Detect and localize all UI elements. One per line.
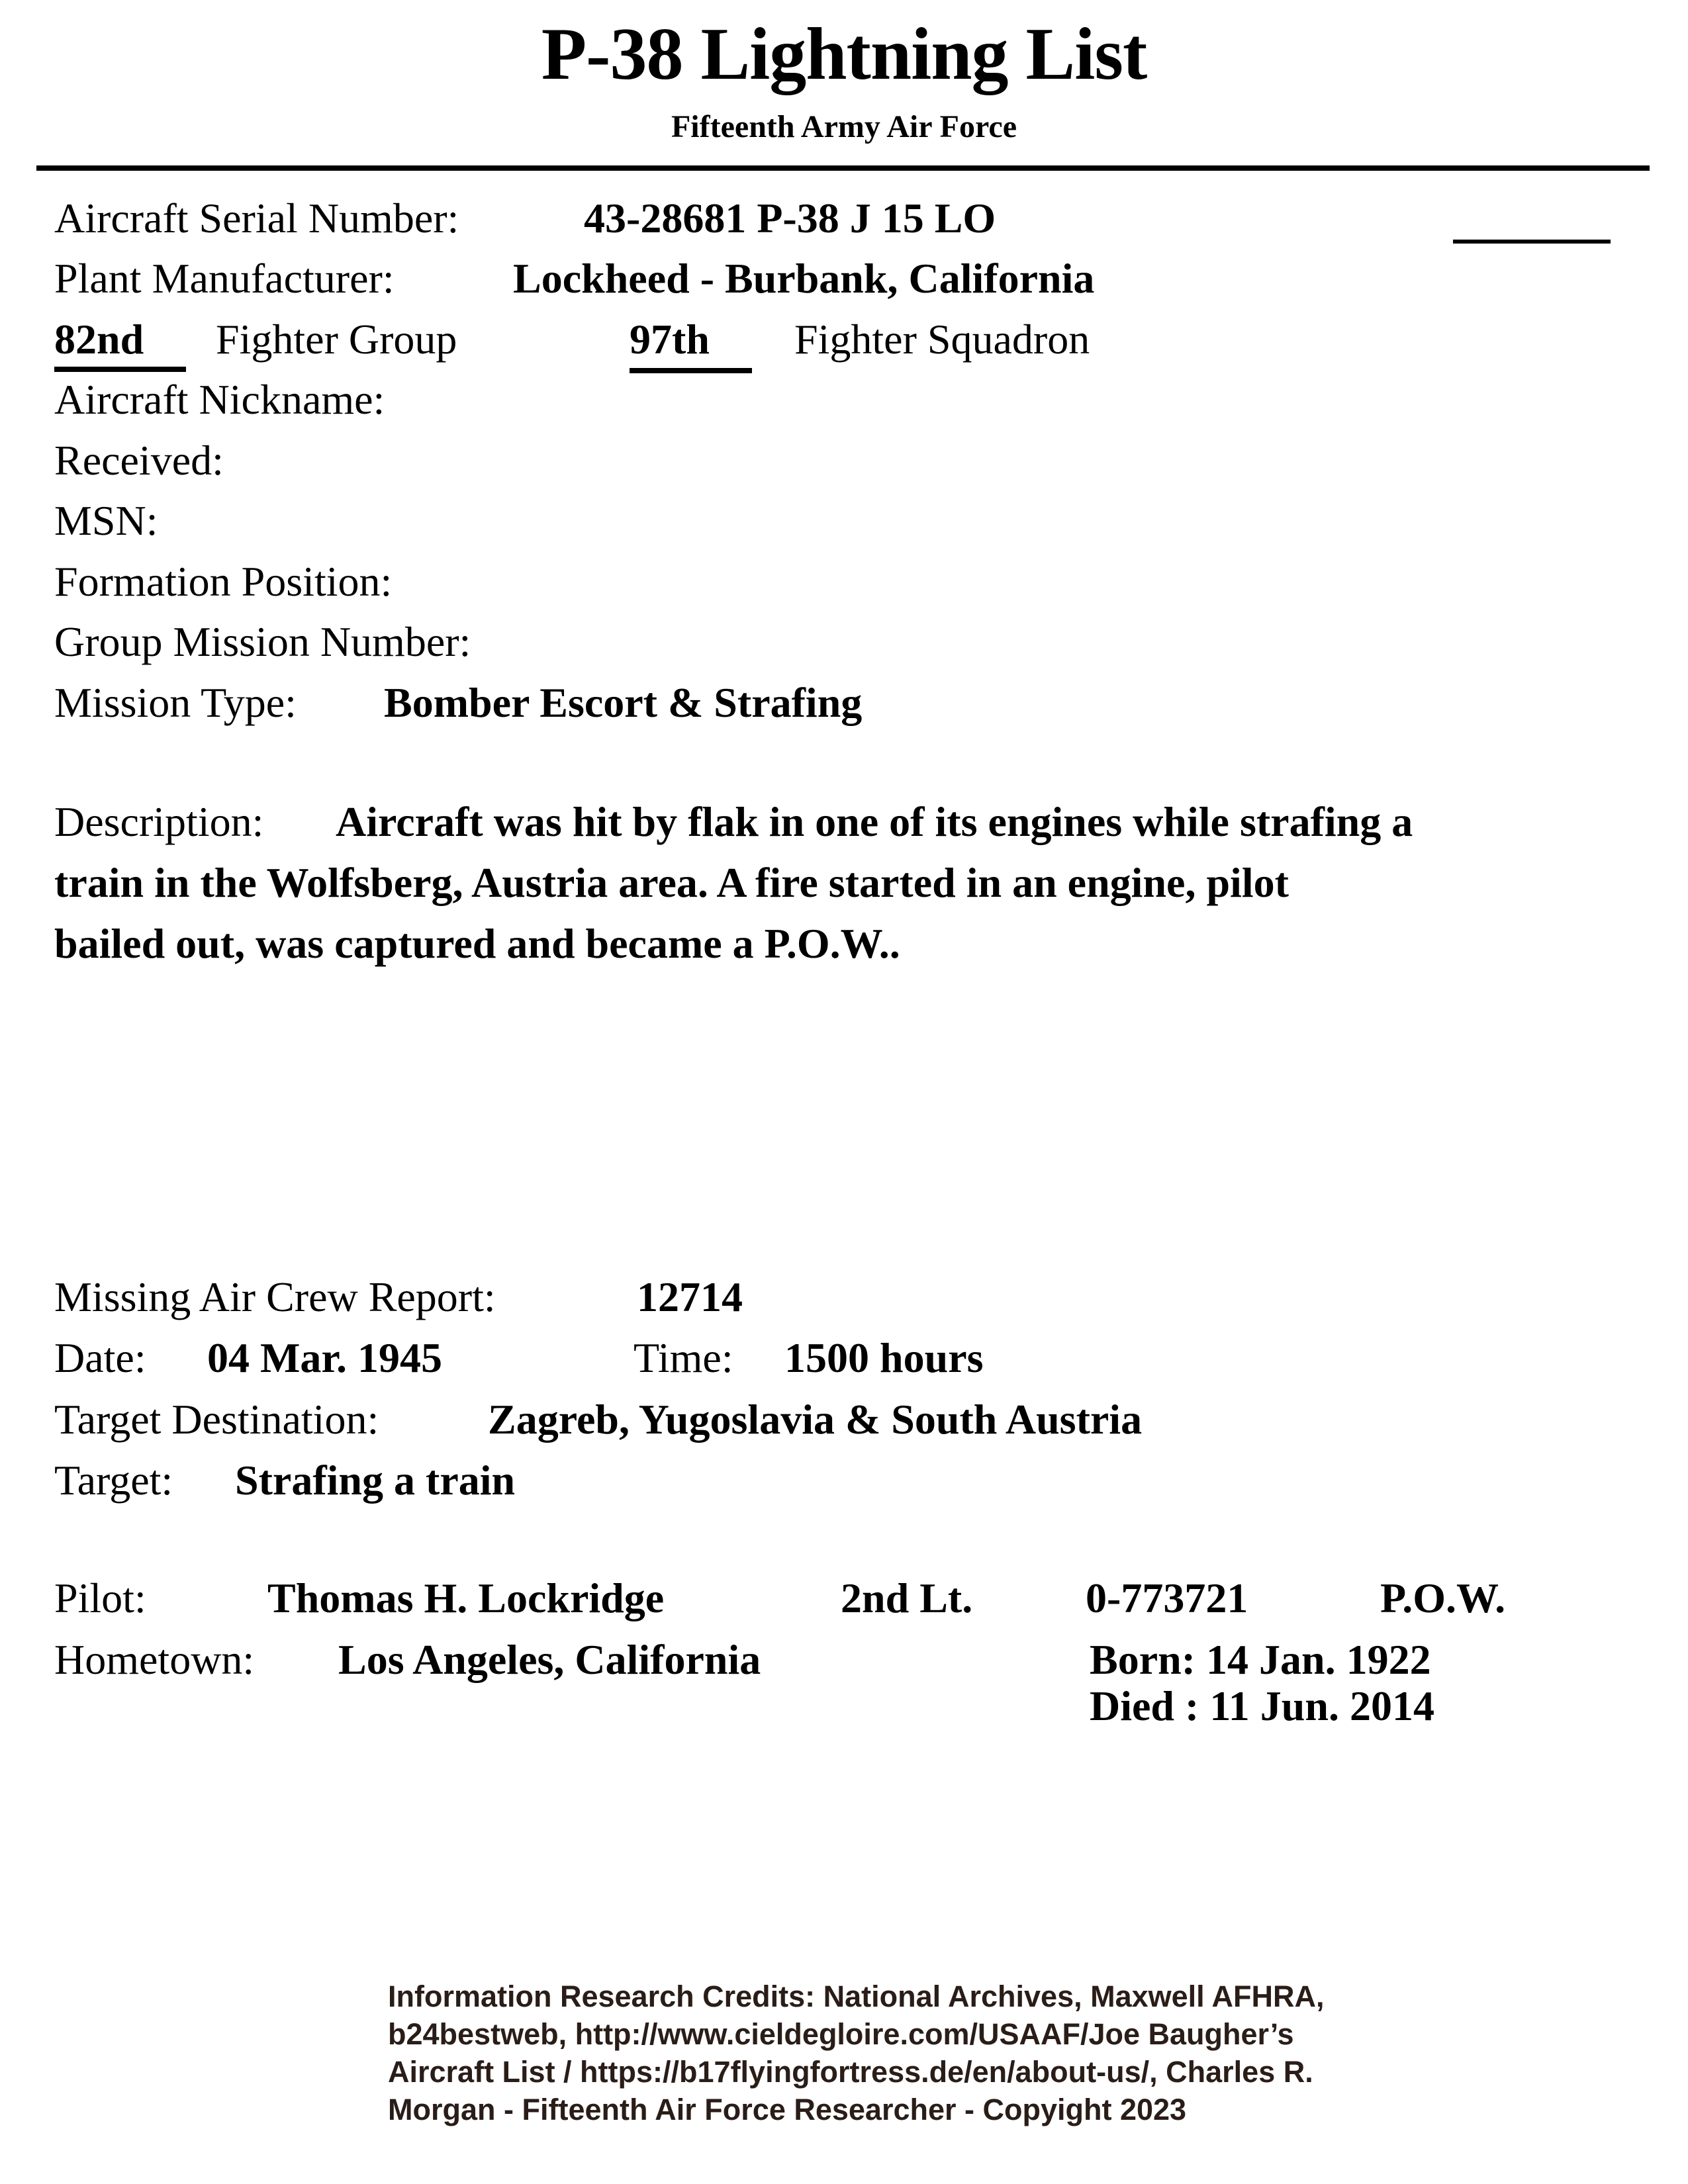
field-plant-manufacturer [54, 254, 1095, 303]
pilot-name: Thomas H. Lockridge [267, 1574, 665, 1621]
page-subtitle: Fifteenth Army Air Force [671, 109, 1017, 144]
macr-value: 12714 [637, 1273, 743, 1320]
hometown-value: Los Angeles, California [338, 1636, 761, 1683]
aircraft-serial-value: 43-28681 P-38 J 15 LO [584, 195, 996, 242]
field-mission-type [54, 678, 863, 727]
hometown-label: Hometown: [54, 1636, 255, 1683]
time-value: 1500 hours [784, 1334, 984, 1381]
fighter-group-number: 82nd [54, 316, 186, 372]
formation-position-label: Formation Position: [54, 558, 393, 605]
target-label: Target: [54, 1457, 173, 1504]
fighter-squadron-label: Fighter Squadron [794, 316, 1090, 363]
fighter-squadron-number: 97th [630, 315, 752, 373]
field-target [54, 1456, 516, 1505]
target-destination-label: Target Destination: [54, 1396, 379, 1443]
credits-line-4: Morgan - Fifteenth Air Force Researcher - Copyight 2023 [388, 2093, 1187, 2126]
field-unit [54, 315, 1090, 364]
pilot-serial-number: 0-773721 [1086, 1574, 1248, 1621]
aircraft-nickname-label: Aircraft Nickname: [54, 376, 385, 423]
credits-block [388, 1978, 1325, 2128]
field-hometown-born [54, 1635, 1431, 1684]
field-group-mission-number [54, 617, 471, 666]
msn-label: MSN: [54, 497, 158, 544]
field-macr [54, 1273, 743, 1322]
blank-fill-line [1453, 240, 1611, 244]
credits-line-3: Aircraft List / https://b17flyingfortress.de/en/about-us/, Charles R. [388, 2055, 1313, 2089]
target-value: Strafing a train [235, 1457, 516, 1504]
plant-manufacturer-value: Lockheed - Burbank, California [513, 255, 1095, 302]
pilot-born: Born: 14 Jan. 1922 [1090, 1636, 1431, 1683]
description-line-3: bailed out, was captured and became a P.O.W.. [54, 920, 900, 967]
header-divider [36, 165, 1650, 171]
received-label: Received: [54, 437, 224, 484]
target-destination-value: Zagreb, Yugoslavia & South Austria [488, 1396, 1143, 1443]
page-title: P-38 Lightning List [541, 13, 1147, 95]
group-mission-number-label: Group Mission Number: [54, 618, 471, 665]
date-label: Date: [54, 1334, 146, 1381]
pilot-status: P.O.W. [1380, 1574, 1506, 1621]
credits-line-1: Information Research Credits: National Archives, Maxwell AFHRA, [388, 1979, 1325, 2013]
pilot-rank: 2nd Lt. [841, 1574, 973, 1621]
field-pilot [54, 1574, 1506, 1623]
description-label: Description: [54, 798, 264, 845]
field-date-time [54, 1334, 984, 1383]
date-value: 04 Mar. 1945 [207, 1334, 442, 1381]
pilot-label: Pilot: [54, 1574, 146, 1621]
field-msn [54, 496, 158, 545]
fighter-group-label: Fighter Group [216, 316, 457, 363]
field-formation-position [54, 557, 392, 606]
field-received [54, 436, 224, 485]
field-target-destination [54, 1395, 1143, 1444]
macr-label: Missing Air Crew Report: [54, 1273, 496, 1320]
plant-manufacturer-label: Plant Manufacturer: [54, 255, 395, 302]
description-line-2: train in the Wolfsberg, Austria area. A fire started in an engine, pilot [54, 859, 1289, 906]
description-line-1 [54, 797, 1413, 846]
time-label: Time: [633, 1334, 733, 1381]
mission-type-label: Mission Type: [54, 679, 297, 726]
description-text-1: Aircraft was hit by flak in one of its engines while strafing a [336, 798, 1413, 845]
aircraft-serial-label: Aircraft Serial Number: [54, 195, 459, 242]
field-aircraft-nickname [54, 375, 385, 424]
pilot-died: Died : 11 Jun. 2014 [1090, 1682, 1434, 1729]
field-aircraft-serial [54, 194, 996, 243]
credits-line-2: b24bestweb, http://www.cieldegloire.com/USAAF/Joe Baugher’s [388, 2017, 1294, 2051]
mission-type-value: Bomber Escort & Strafing [384, 679, 863, 726]
